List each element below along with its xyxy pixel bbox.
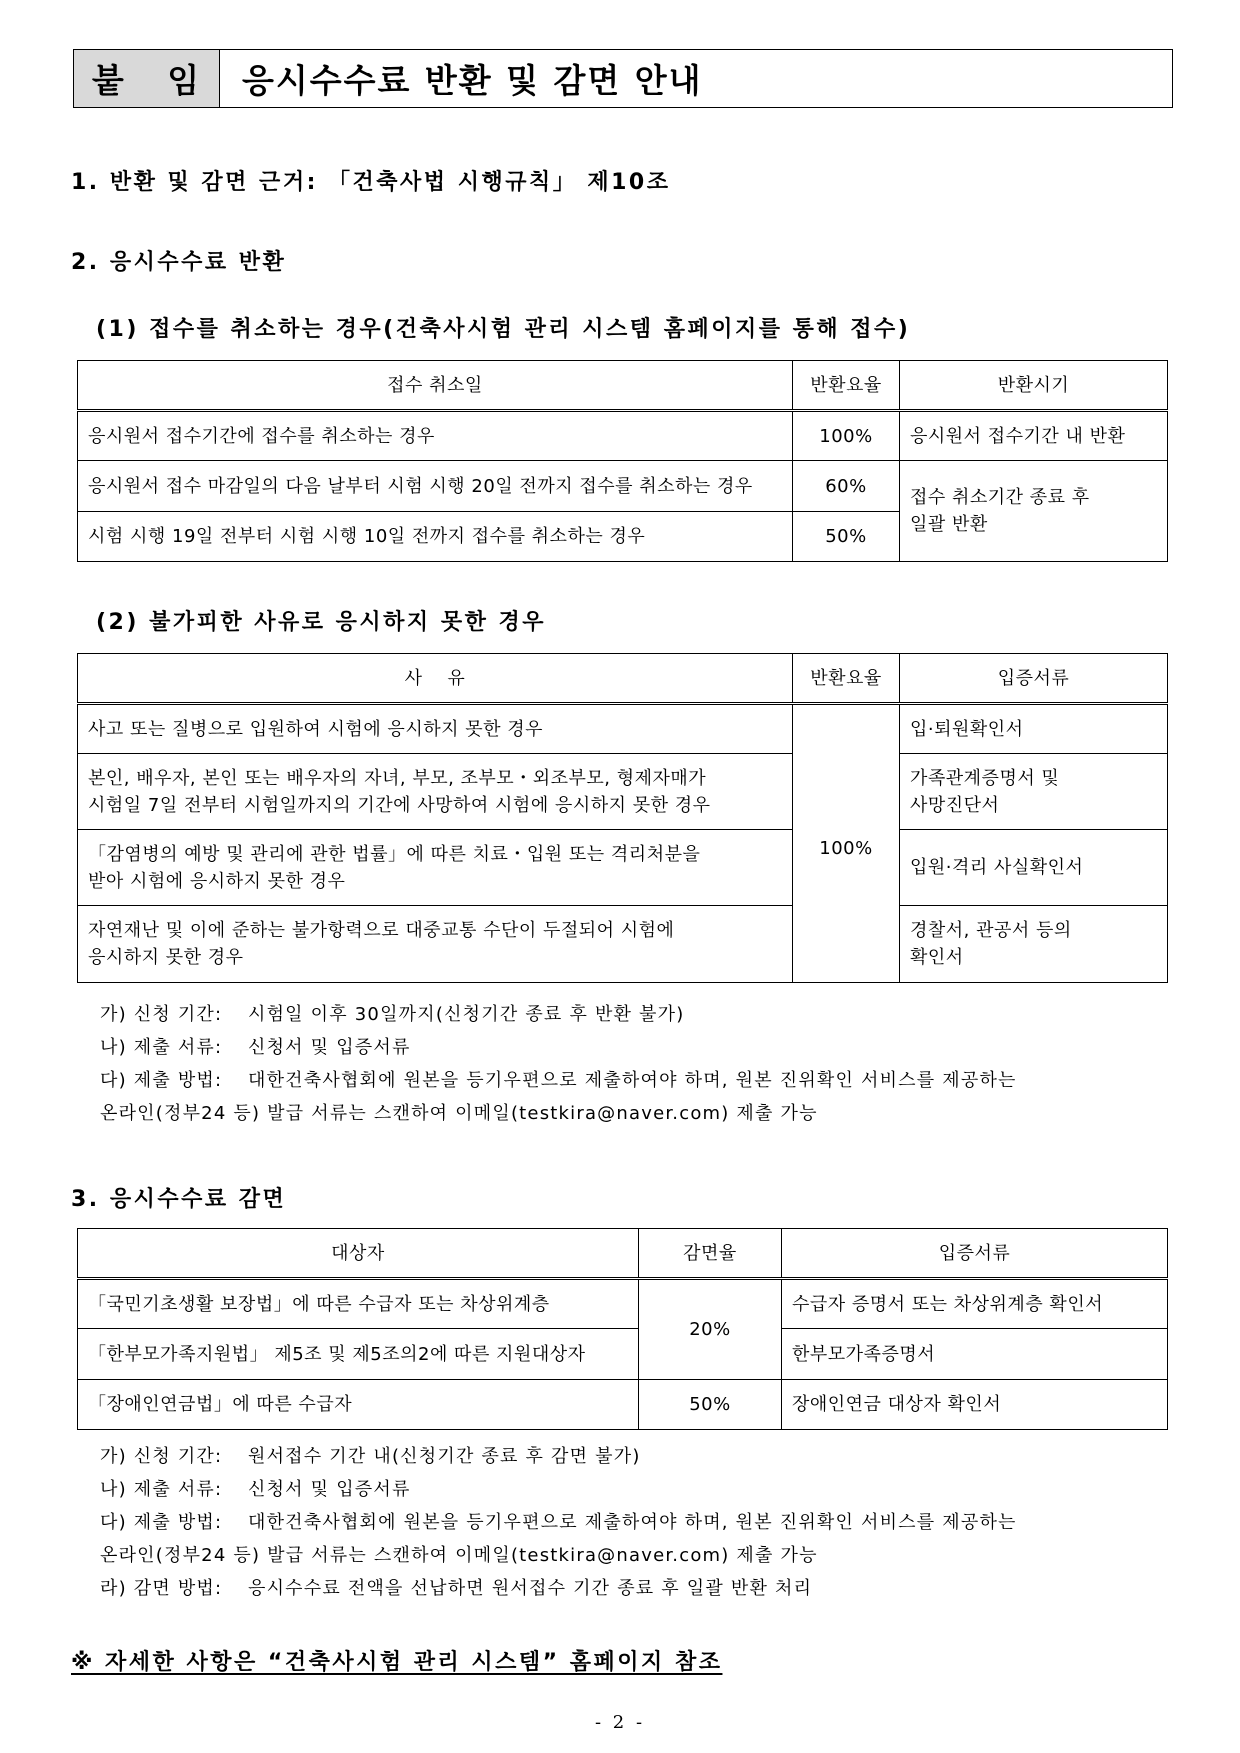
table-row bbox=[78, 1380, 1168, 1430]
table-cell: 시험 시행 19일 전부터 시험 시행 10일 전까지 접수를 취소하는 경우 bbox=[78, 512, 793, 562]
section2-title: 2. 응시수수료 반환 bbox=[71, 250, 287, 275]
table-cell: 「한부모가족지원법」 제5조 및 제5조의2에 따른 지원대상자 bbox=[78, 1329, 639, 1380]
table-cell: 20% bbox=[639, 1279, 782, 1380]
note-label: 나) 제출 서류: bbox=[100, 1479, 223, 1500]
table-cell: 50% bbox=[793, 512, 900, 562]
note-text: 대한건축사협회에 원본을 등기우편으로 제출하여야 하며, 원본 진위확인 서비스를 제공하는 bbox=[248, 1512, 1017, 1533]
note-text: 대한건축사협회에 원본을 등기우편으로 제출하여야 하며, 원본 진위확인 서비스를 제공하는 bbox=[248, 1070, 1017, 1091]
note-item bbox=[100, 1572, 1017, 1605]
table-row bbox=[78, 754, 1168, 830]
table-row bbox=[78, 830, 1168, 906]
note-text: 응시수수료 전액을 선납하면 원서접수 기간 종료 후 일괄 반환 처리 bbox=[248, 1578, 813, 1599]
note-item bbox=[100, 998, 1017, 1031]
table-cell: 60% bbox=[793, 461, 900, 512]
table-cell: 접수 취소기간 종료 후 일괄 반환 bbox=[900, 461, 1168, 562]
table-cell: 한부모가족증명서 bbox=[782, 1329, 1168, 1380]
note-text: 원서접수 기간 내(신청기간 종료 후 감면 불가) bbox=[248, 1446, 641, 1467]
note-label: 가) 신청 기간: bbox=[100, 1446, 223, 1467]
section2-sub1-title: (1) 접수를 취소하는 경우(건축사시험 관리 시스템 홈페이지를 통해 접수) bbox=[96, 317, 911, 342]
table-header: 입증서류 bbox=[782, 1229, 1168, 1279]
note-item bbox=[100, 1473, 1017, 1506]
table-header: 입증서류 bbox=[900, 654, 1168, 704]
note-item bbox=[100, 1506, 1017, 1539]
table-cell: 경찰서, 관공서 등의 확인서 bbox=[900, 906, 1168, 983]
note-label: 다) 제출 방법: bbox=[100, 1512, 223, 1533]
page-number: - 2 - bbox=[594, 1712, 646, 1733]
table-header: 접수 취소일 bbox=[78, 361, 793, 411]
table-row bbox=[78, 906, 1168, 983]
table-cell: 가족관계증명서 및 사망진단서 bbox=[900, 754, 1168, 830]
table-cell: 100% bbox=[793, 411, 900, 461]
note-label: 라) 감면 방법: bbox=[100, 1578, 223, 1599]
note-label: 가) 신청 기간: bbox=[100, 1004, 223, 1025]
note-text: 신청서 및 입증서류 bbox=[248, 1037, 411, 1058]
table-cell: 응시원서 접수기간에 접수를 취소하는 경우 bbox=[78, 411, 793, 461]
section3-title: 3. 응시수수료 감면 bbox=[71, 1187, 287, 1212]
table-row bbox=[78, 1329, 1168, 1380]
table-cell: 100% bbox=[793, 704, 900, 983]
note-text: 신청서 및 입증서류 bbox=[248, 1479, 411, 1500]
note-item bbox=[100, 1064, 1017, 1097]
table-row bbox=[78, 704, 1168, 754]
table-cell: 자연재난 및 이에 준하는 불가항력으로 대중교통 수단이 두절되어 시험에 응시하지 못한 경우 bbox=[78, 906, 793, 983]
reference-note: ※ 자세한 사항은 “건축사시험 관리 시스템” 홈페이지 참조 bbox=[71, 1650, 723, 1675]
table-cell: 본인, 배우자, 본인 또는 배우자의 자녀, 부모, 조부모・외조부모, 형제자매가 시험일 7일 전부터 시험일까지의 기간에 사망하여 시험에 응시하지 못한 경우 bbox=[78, 754, 793, 830]
table-cell: 50% bbox=[639, 1380, 782, 1430]
table-row bbox=[78, 461, 1168, 512]
cancellation-refund-table bbox=[77, 360, 1168, 562]
attachment-tag: 붙 임 bbox=[74, 50, 220, 107]
note-label: 나) 제출 서류: bbox=[100, 1037, 223, 1058]
table-cell: 수급자 증명서 또는 차상위계층 확인서 bbox=[782, 1279, 1168, 1329]
fee-reduction-table bbox=[77, 1228, 1168, 1430]
table-cell: 사고 또는 질병으로 입원하여 시험에 응시하지 못한 경우 bbox=[78, 704, 793, 754]
table-cell: 응시원서 접수 마감일의 다음 날부터 시험 시행 20일 전까지 접수를 취소하는 경우 bbox=[78, 461, 793, 512]
note-item bbox=[100, 1031, 1017, 1064]
table-header: 반환요율 bbox=[793, 361, 900, 411]
refund-notes bbox=[100, 998, 1017, 1130]
table-row bbox=[78, 1279, 1168, 1329]
attachment-header bbox=[73, 49, 1173, 108]
table-cell: 입원·격리 사실확인서 bbox=[900, 830, 1168, 906]
note-continuation: 온라인(정부24 등) 발급 서류는 스캔하여 이메일(testkira@naver.com) 제출 가능 bbox=[100, 1545, 818, 1566]
section2-sub2-title: (2) 불가피한 사유로 응시하지 못한 경우 bbox=[96, 610, 546, 635]
table-cell: 입·퇴원확인서 bbox=[900, 704, 1168, 754]
table-cell: 「장애인연금법」에 따른 수급자 bbox=[78, 1380, 639, 1430]
reduction-notes bbox=[100, 1440, 1017, 1605]
note-continuation: 온라인(정부24 등) 발급 서류는 스캔하여 이메일(testkira@naver.com) 제출 가능 bbox=[100, 1103, 818, 1124]
note-text: 시험일 이후 30일까지(신청기간 종료 후 반환 불가) bbox=[248, 1004, 685, 1025]
table-cell: 「감염병의 예방 및 관리에 관한 법률」에 따른 치료・입원 또는 격리처분을 받아 시험에 응시하지 못한 경우 bbox=[78, 830, 793, 906]
table-header: 반환시기 bbox=[900, 361, 1168, 411]
table-header: 사 유 bbox=[78, 654, 793, 704]
table-header: 반환요율 bbox=[793, 654, 900, 704]
section1-title: 1. 반환 및 감면 근거: 「건축사법 시행규칙」 제10조 bbox=[71, 170, 671, 195]
table-header: 감면율 bbox=[639, 1229, 782, 1279]
table-row bbox=[78, 411, 1168, 461]
table-cell: 장애인연금 대상자 확인서 bbox=[782, 1380, 1168, 1430]
unavoidable-reason-table bbox=[77, 653, 1168, 983]
note-item bbox=[100, 1440, 1017, 1473]
document-title: 응시수수료 반환 및 감면 안내 bbox=[242, 61, 703, 100]
note-label: 다) 제출 방법: bbox=[100, 1070, 223, 1091]
table-header: 대상자 bbox=[78, 1229, 639, 1279]
table-cell: 「국민기초생활 보장법」에 따른 수급자 또는 차상위계층 bbox=[78, 1279, 639, 1329]
table-cell: 응시원서 접수기간 내 반환 bbox=[900, 411, 1168, 461]
